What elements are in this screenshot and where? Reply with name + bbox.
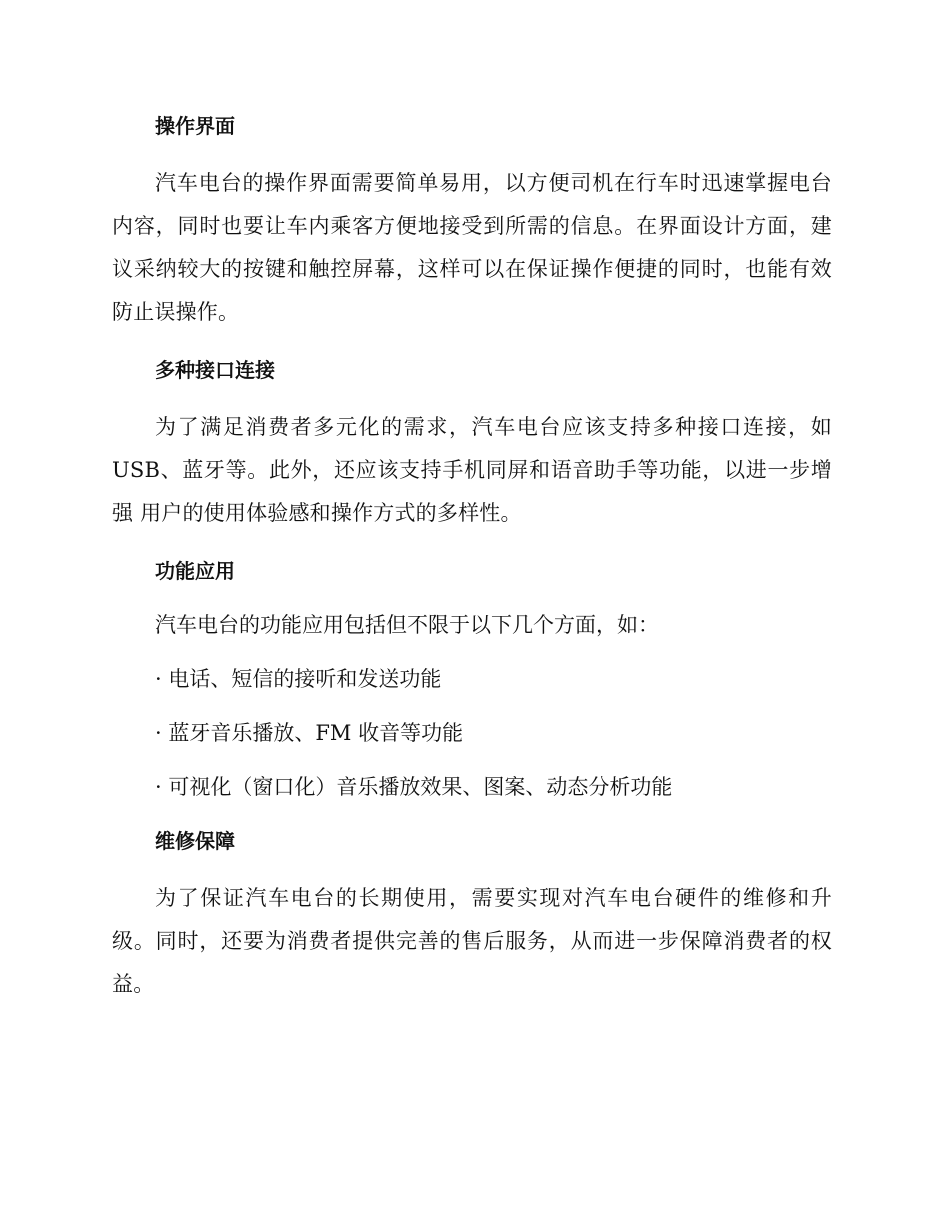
section-intro: 汽车电台的功能应用包括但不限于以下几个方面，如： <box>155 613 659 637</box>
section-heading-functions: 功能应用 <box>155 559 235 583</box>
document-body <box>112 108 832 1024</box>
bullet-item: · 蓝牙音乐播放、FM 收音等功能 <box>155 721 464 745</box>
bullet-item: · 电话、短信的接听和发送功能 <box>155 667 442 691</box>
bullet-item: · 可视化（窗口化）音乐播放效果、图案、动态分析功能 <box>155 775 673 799</box>
section-paragraph: 汽车电台的操作界面需要简单易用，以方便司机在行车时迅速掌握电台内容，同时也要让车内乘客方便地接受到所需的信息。在界面设计方面，建议采纳较大的按键和触控屏幕，这样可以在保证操作便捷的同时，也能有效防止误操作。 <box>112 171 832 324</box>
section-heading-operation-interface: 操作界面 <box>155 114 235 138</box>
section-heading-maintenance: 维修保障 <box>155 829 235 853</box>
section-paragraph: 为了满足消费者多元化的需求，汽车电台应该支持多种接口连接，如USB、蓝牙等。此外，还应该支持手机同屏和语音助手等功能，以进一步增强 用户的使用体验感和操作方式的多样性。 <box>112 415 832 525</box>
section-heading-interfaces: 多种接口连接 <box>155 358 275 382</box>
section-paragraph: 为了保证汽车电台的长期使用，需要实现对汽车电台硬件的维修和升级。同时，还要为消费者提供完善的售后服务，从而进一步保障消费者的权益。 <box>112 886 832 996</box>
